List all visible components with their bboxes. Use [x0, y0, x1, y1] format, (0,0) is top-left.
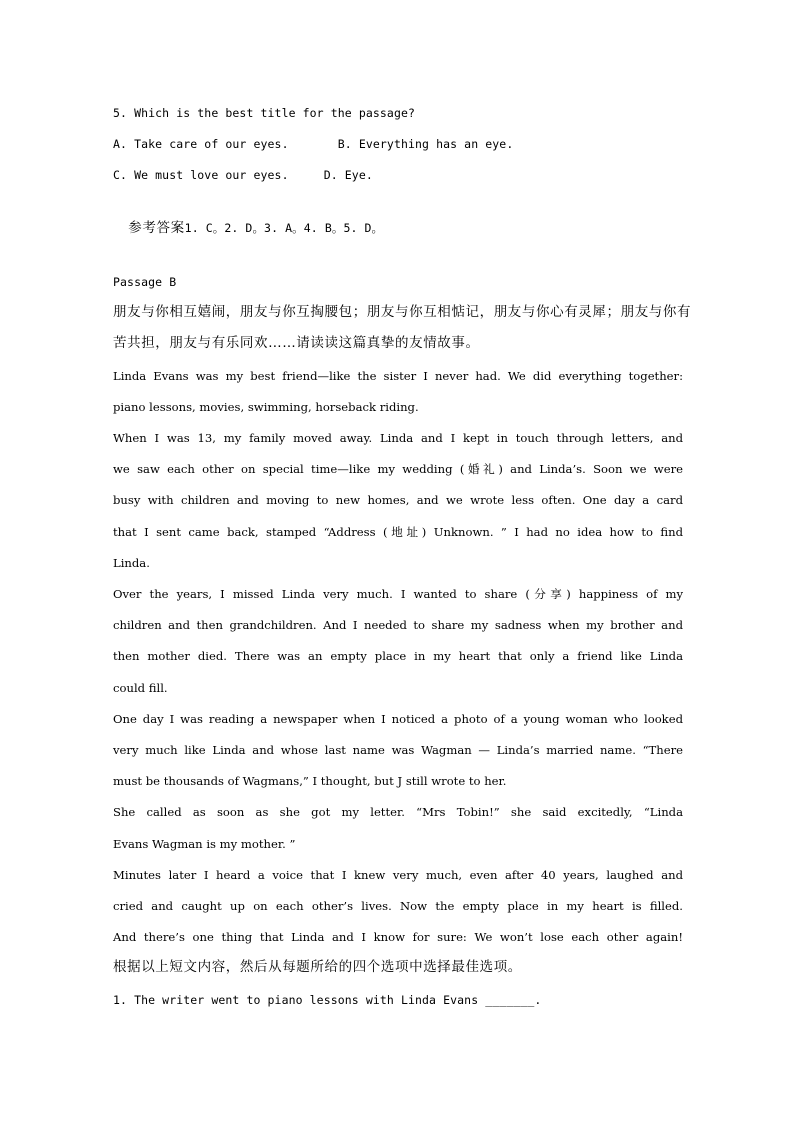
passage-line: busy with children and moving to new homes, and we wrote less often. One day a card: [113, 493, 683, 507]
passage-line: And there’s one thing that Linda and I know for sure: We won’t lose each other again!: [113, 930, 683, 944]
question-5-options-row-2: C. We must love our eyes. D. Eye.: [113, 168, 373, 182]
instruction: 根据以上短文内容，然后从每题所给的四个选项中选择最佳选项。: [113, 959, 522, 975]
passage-line: cried and caught up on each other’s lives. Now the empty place in my heart is filled.: [113, 899, 683, 913]
passage-line: Linda.: [113, 556, 150, 570]
passage-line: children and then grandchildren. And I needed to share my sadness when my brother and: [113, 618, 683, 632]
passage-line: Linda Evans was my best friend—like the sister I never had. We did everything together:: [113, 369, 683, 383]
passage-line: must be thousands of Wagmans,” I thought, but J still wrote to her.: [113, 774, 507, 788]
answer-key-label: 参考答案: [128, 220, 185, 236]
question-5-options-row-1: A. Take care of our eyes. B. Everything has an eye.: [113, 137, 514, 151]
passage-line: very much like Linda and whose last name was Wagman — Linda’s married name. “There: [113, 743, 683, 757]
passage-line: One day I was reading a newspaper when I noticed a photo of a young woman who looked: [113, 712, 683, 726]
passage-line: She called as soon as she got my letter. “Mrs Tobin!” she said excitedly, “Linda: [113, 805, 683, 819]
answer-key-text: 1. C。2. D。3. A。4. B。5. D。: [184, 221, 384, 235]
passage-line: could fill.: [113, 681, 168, 695]
passage-line: then mother died. There was an empty place in my heart that only a friend like Linda: [113, 649, 683, 663]
question-5-stem: 5. Which is the best title for the passage?: [113, 106, 416, 120]
passage-line: we saw each other on special time—like my wedding (婚礼) and Linda’s. Soon we were: [113, 462, 683, 476]
passage-line: When I was 13, my family moved away. Linda and I kept in touch through letters, and: [113, 431, 683, 445]
answer-key: [113, 204, 683, 252]
passage-title: Passage B: [113, 275, 177, 289]
passage-line: that I sent came back, stamped “Address (地址) Unknown. ” I had no idea how to find: [113, 525, 683, 539]
passage-line: Over the years, I missed Linda very much. I wanted to share (分享) happiness of my: [113, 587, 683, 601]
passage-intro-line-1: 朋友与你相互嬉闹，朋友与你互掏腰包；朋友与你互相惦记，朋友与你心有灵犀；朋友与你有: [113, 304, 692, 320]
passage-line: Minutes later I heard a voice that I knew very much, even after 40 years, laughed and: [113, 868, 683, 882]
passage-line: Evans Wagman is my mother. ”: [113, 837, 296, 851]
passage-intro-line-2: 苦共担，朋友与有乐同欢……请读读这篇真挚的友情故事。: [113, 335, 480, 351]
question-1-stem: 1. The writer went to piano lessons with Linda Evans _______.: [113, 993, 542, 1007]
passage-line: piano lessons, movies, swimming, horseback riding.: [113, 400, 419, 414]
